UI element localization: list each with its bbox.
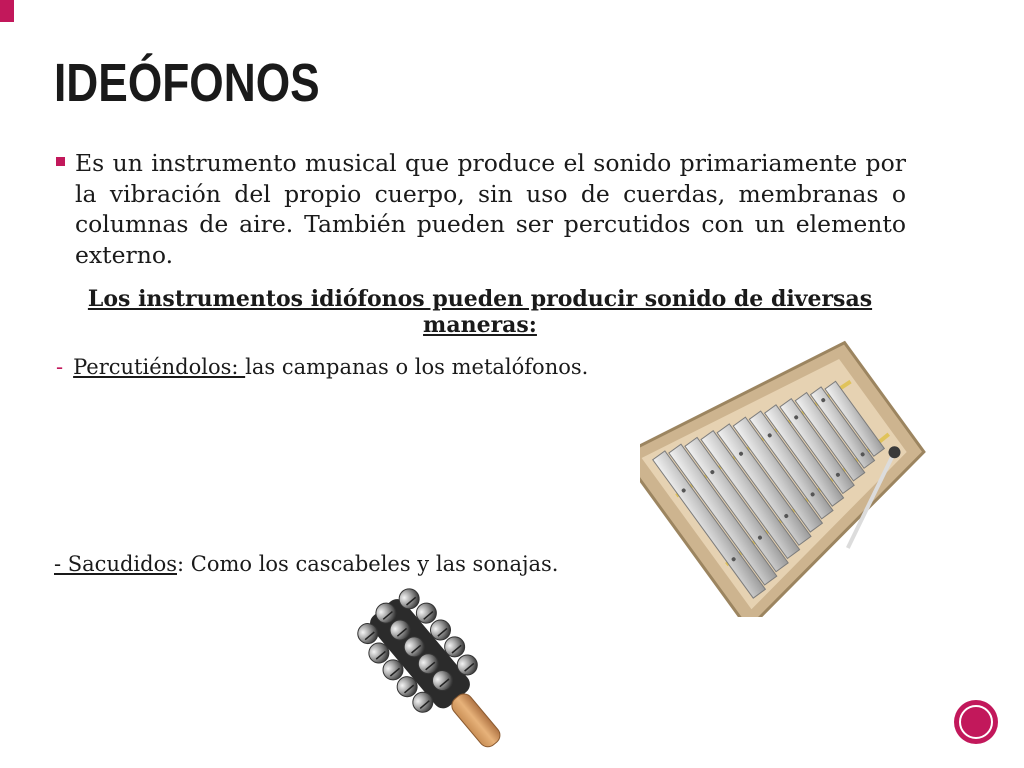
- bullet-item: [56, 148, 906, 270]
- percussion-text: las campanas o los metalófonos.: [245, 355, 589, 379]
- shaken-item: [54, 552, 559, 576]
- sleighbells-image: [344, 582, 544, 768]
- shaken-term: - Sacudidos: [54, 552, 177, 576]
- next-slide-icon: [959, 705, 993, 739]
- percussion-term: Percutiéndolos:: [73, 355, 246, 379]
- xylophone-image: [640, 322, 930, 617]
- next-slide-button[interactable]: [954, 700, 998, 744]
- accent-square: [0, 0, 14, 22]
- bullet-square-icon: [56, 157, 65, 166]
- bullet-text: Es un instrumento musical que produce el sonido primariamente por la vibración del propio cuerpo, sin uso de cuerdas, membranas o columnas de aire. También pueden ser percutidos con un elemento externo.: [75, 149, 906, 269]
- shaken-text: : Como los cascabeles y las sonajas.: [177, 552, 559, 576]
- percussion-item: [56, 355, 588, 379]
- slide-title: IDEÓFONOS: [54, 53, 320, 113]
- subheading: Los instrumentos idiófonos pueden producir sonido de diversas maneras:: [87, 286, 873, 338]
- dash-marker: -: [56, 355, 64, 379]
